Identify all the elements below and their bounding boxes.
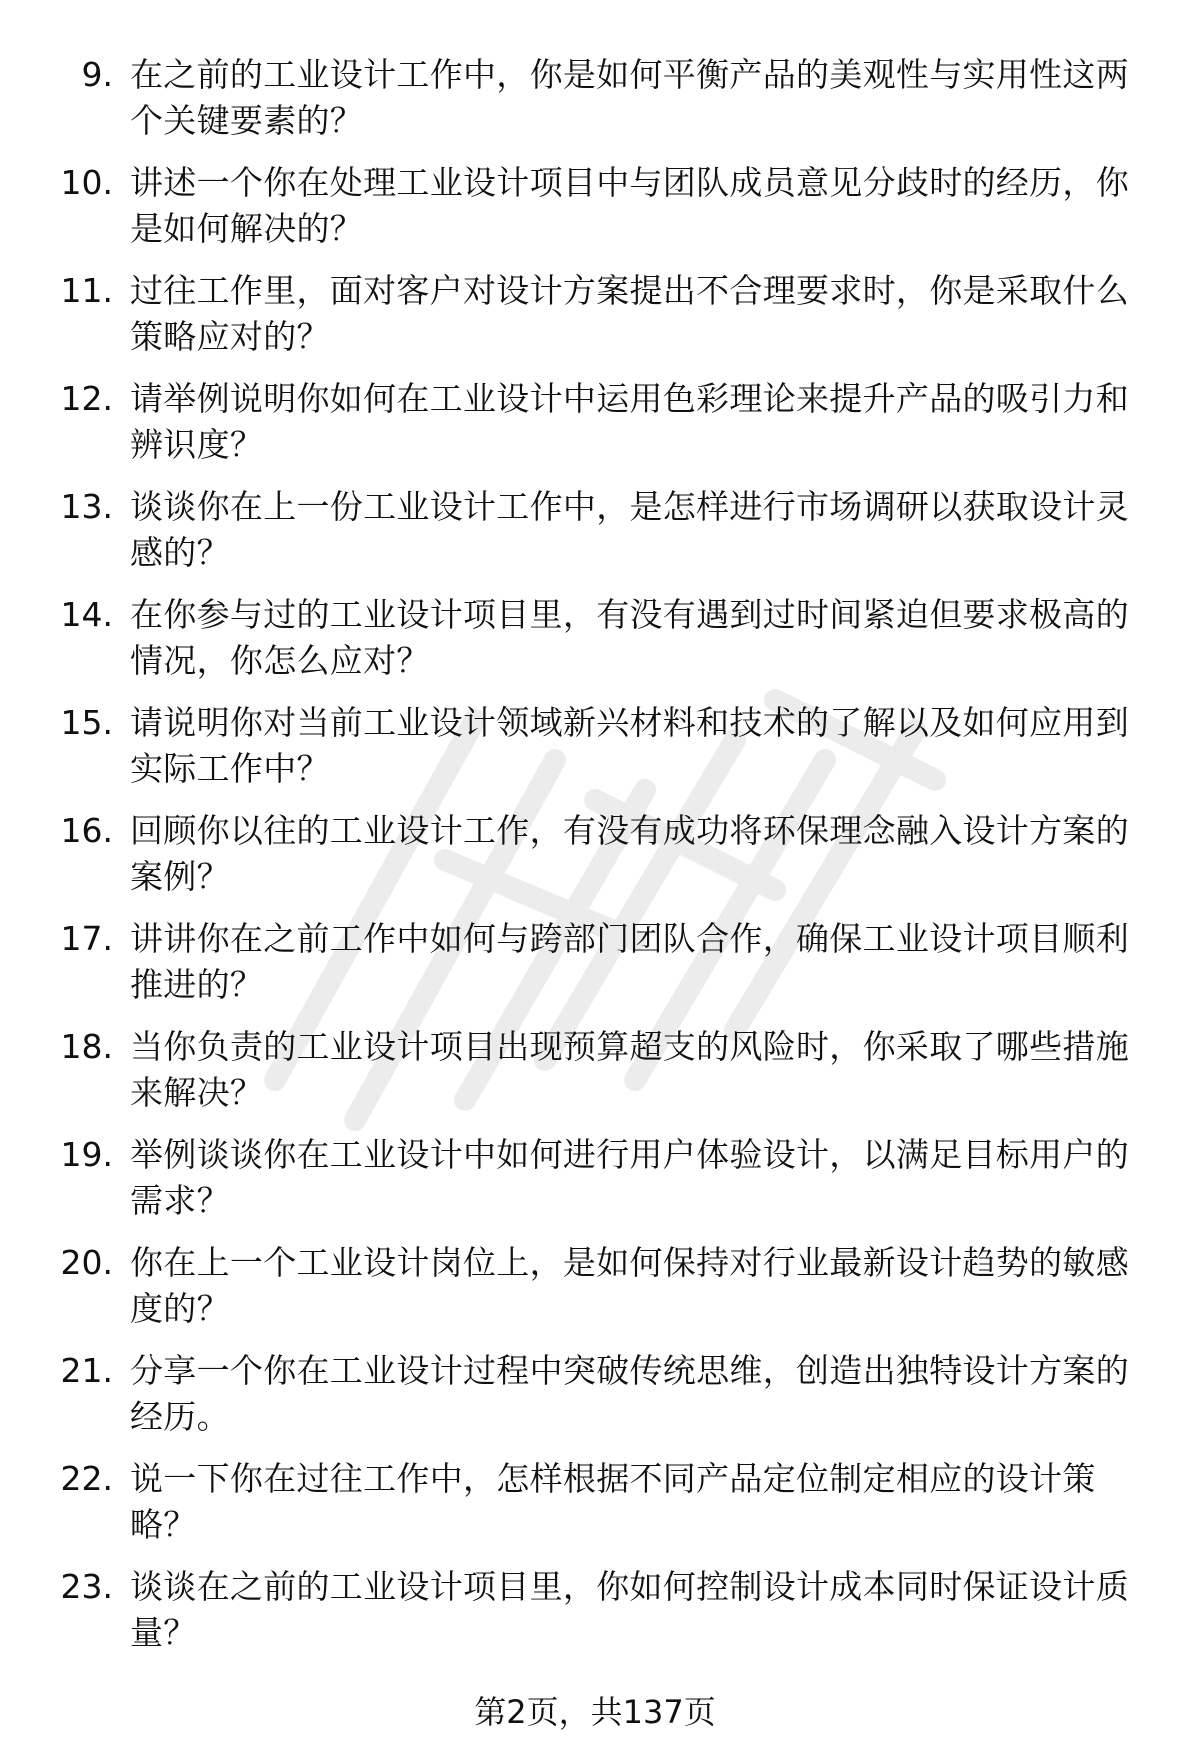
question-text: 在之前的工业设计工作中，你是如何平衡产品的美观性与实用性这两个关键要素的？ [130, 55, 1129, 140]
question-item [0, 1240, 1190, 1348]
question-item [0, 160, 1190, 268]
question-number: 15. [60, 703, 113, 742]
question-number: 9. [81, 55, 113, 94]
question-list [0, 52, 1190, 1672]
question-number: 12. [60, 379, 113, 418]
question-number: 21. [60, 1351, 113, 1390]
question-item [0, 916, 1190, 1024]
question-number: 14. [60, 595, 113, 634]
question-item [0, 808, 1190, 916]
question-number: 16. [60, 811, 113, 850]
question-text: 谈谈在之前的工业设计项目里，你如何控制设计成本同时保证设计质量？ [130, 1567, 1129, 1652]
question-number: 22. [60, 1459, 113, 1498]
question-item [0, 268, 1190, 376]
question-text: 当你负责的工业设计项目出现预算超支的风险时，你采取了哪些措施来解决？ [130, 1027, 1129, 1112]
question-number: 18. [60, 1027, 113, 1066]
question-item [0, 1132, 1190, 1240]
question-text: 回顾你以往的工业设计工作，有没有成功将环保理念融入设计方案的案例？ [130, 811, 1129, 896]
question-text: 讲讲你在之前工作中如何与跨部门团队合作，确保工业设计项目顺利推进的？ [130, 919, 1129, 1004]
question-text: 举例谈谈你在工业设计中如何进行用户体验设计，以满足目标用户的需求？ [130, 1135, 1129, 1220]
question-item [0, 700, 1190, 808]
question-item [0, 376, 1190, 484]
question-text: 在你参与过的工业设计项目里，有没有遇到过时间紧迫但要求极高的情况，你怎么应对？ [130, 595, 1129, 680]
question-number: 13. [60, 487, 113, 526]
question-number: 19. [60, 1135, 113, 1174]
question-text: 过往工作里，面对客户对设计方案提出不合理要求时，你是采取什么策略应对的？ [130, 271, 1129, 356]
question-number: 17. [60, 919, 113, 958]
question-text: 说一下你在过往工作中，怎样根据不同产品定位制定相应的设计策略？ [130, 1459, 1096, 1544]
question-item [0, 1564, 1190, 1672]
question-item [0, 592, 1190, 700]
question-text: 讲述一个你在处理工业设计项目中与团队成员意见分歧时的经历，你是如何解决的？ [130, 163, 1129, 248]
question-number: 11. [60, 271, 113, 310]
question-number: 10. [60, 163, 113, 202]
question-item [0, 1456, 1190, 1564]
question-number: 23. [60, 1567, 113, 1606]
question-number: 20. [60, 1243, 113, 1282]
question-text: 分享一个你在工业设计过程中突破传统思维，创造出独特设计方案的经历。 [130, 1351, 1129, 1436]
question-item [0, 1348, 1190, 1456]
page-number-footer: 第2页，共137页 [474, 1693, 716, 1731]
question-text: 谈谈你在上一份工业设计工作中，是怎样进行市场调研以获取设计灵感的？ [130, 487, 1129, 572]
question-text: 请说明你对当前工业设计领域新兴材料和技术的了解以及如何应用到实际工作中？ [130, 703, 1129, 788]
question-text: 你在上一个工业设计岗位上，是如何保持对行业最新设计趋势的敏感度的？ [130, 1243, 1129, 1328]
question-item [0, 1024, 1190, 1132]
question-item [0, 52, 1190, 160]
question-item [0, 484, 1190, 592]
question-text: 请举例说明你如何在工业设计中运用色彩理论来提升产品的吸引力和辨识度？ [130, 379, 1129, 464]
